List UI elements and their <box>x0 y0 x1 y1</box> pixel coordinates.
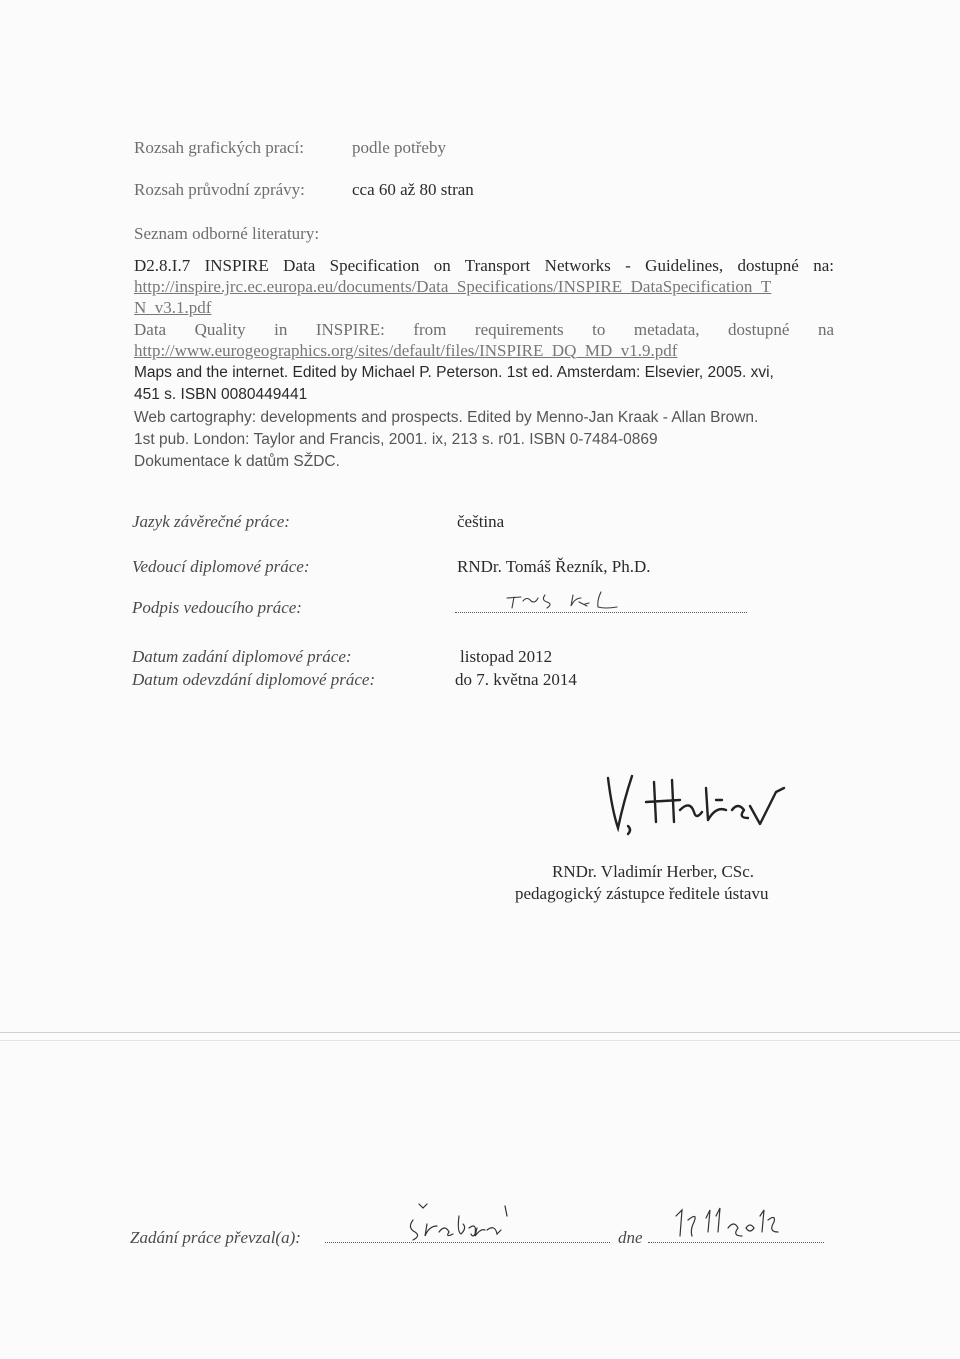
student-signature <box>405 1198 515 1242</box>
assignment-date-value: listopad 2012 <box>460 647 553 666</box>
deputy-role: pedagogický zástupce ředitele ústavu <box>515 884 769 903</box>
received-date-label: dne <box>618 1228 643 1247</box>
deputy-signature <box>598 770 808 840</box>
deputy-name: RNDr. Vladimír Herber, CSc. <box>552 862 755 881</box>
literature-heading: Seznam odborné literatury: <box>134 224 320 243</box>
received-by-label: Zadání práce převzal(a): <box>130 1228 301 1247</box>
reference-3-line-1: Maps and the internet. Edited by Michael P. Peterson. 1st ed. Amsterdam: Elsevier, 2005. xvi, <box>134 364 774 381</box>
reference-1-title: D2.8.I.7 INSPIRE Data Specification on Transport Networks - Guidelines, dostupné na: <box>134 256 834 275</box>
reference-2-title: Data Quality in INSPIRE: from requirements to metadata, dostupné na <box>134 320 834 339</box>
scan-divider-line <box>0 1032 960 1033</box>
graphics-scope-label: Rozsah grafických prací: <box>134 138 304 157</box>
supervisor-signature-label: Podpis vedoucího práce: <box>132 598 302 617</box>
graphics-scope-value: podle potřeby <box>352 138 446 157</box>
report-scope-label: Rozsah průvodní zprávy: <box>134 180 305 199</box>
received-date-line <box>648 1242 824 1243</box>
reference-4-line-2: 1st pub. London: Taylor and Francis, 2001. ix, 213 s. r01. ISBN 0-7484-0869 <box>134 431 658 448</box>
language-value: čeština <box>457 512 505 531</box>
reference-2-link[interactable]: http://www.eurogeographics.org/sites/default/files/INSPIRE_DQ_MD_v1.9.pdf <box>134 341 678 360</box>
reference-3-line-2: 451 s. ISBN 0080449441 <box>134 386 308 403</box>
reference-4-line-1: Web cartography: developments and prospects. Edited by Menno-Jan Kraak - Allan Brown. <box>134 409 759 426</box>
submission-date-label: Datum odevzdání diplomové práce: <box>132 670 376 689</box>
report-scope-value: cca 60 až 80 stran <box>352 180 474 199</box>
received-by-signature-line <box>325 1242 610 1243</box>
supervisor-signature <box>505 586 625 614</box>
language-label: Jazyk závěrečné práce: <box>132 512 290 531</box>
reference-1-link[interactable]: http://inspire.jrc.ec.europa.eu/documents/Data_Specifications/INSPIRE_DataSpecification_T <box>134 277 772 296</box>
scan-divider-line-faint <box>0 1040 960 1041</box>
supervisor-value: RNDr. Tomáš Řezník, Ph.D. <box>457 557 651 576</box>
supervisor-label: Vedoucí diplomové práce: <box>132 557 310 576</box>
reference-5: Dokumentace k datům SŽDC. <box>134 453 340 470</box>
reference-1-link-end[interactable]: N_v3.1.pdf <box>134 298 212 317</box>
handwritten-date <box>672 1202 792 1242</box>
assignment-date-label: Datum zadání diplomové práce: <box>132 647 352 666</box>
submission-date-value: do 7. května 2014 <box>455 670 577 689</box>
